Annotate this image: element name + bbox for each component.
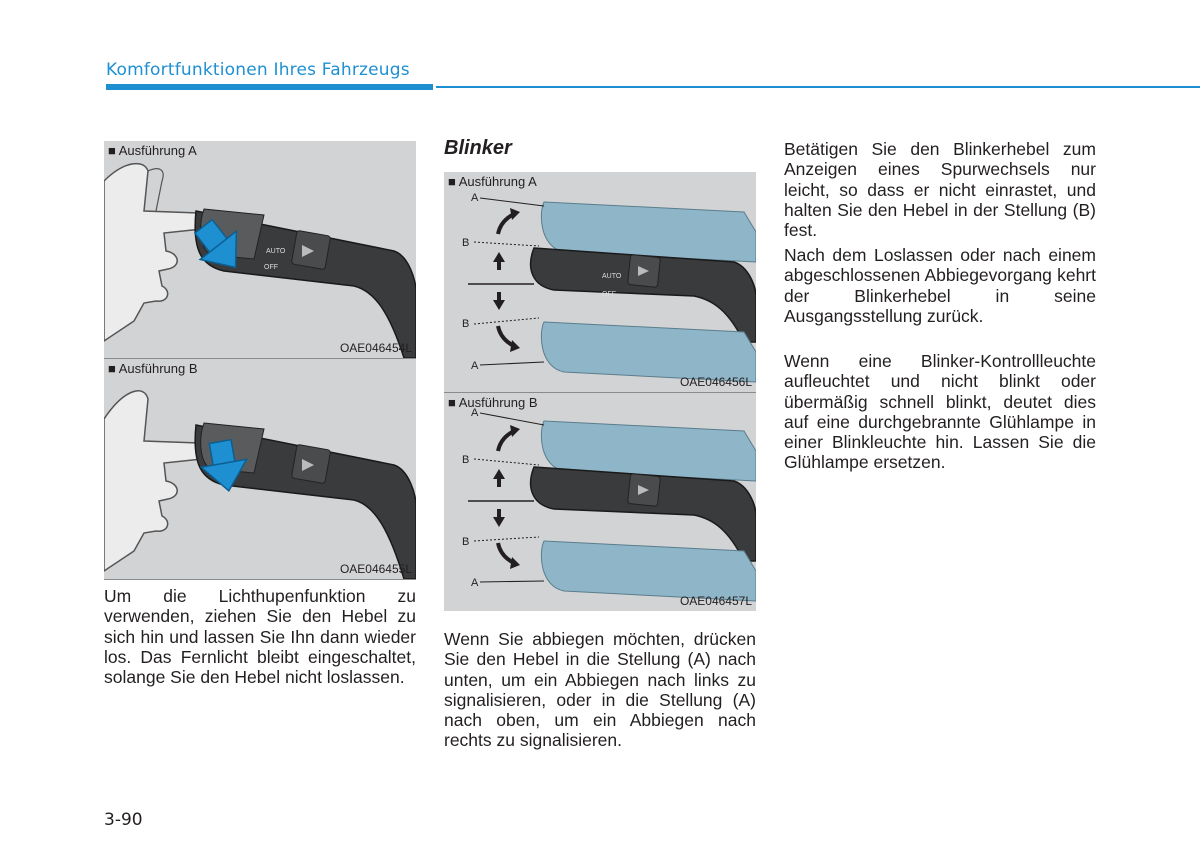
svg-text:AUTO: AUTO xyxy=(266,248,286,255)
figure-label: ■ Ausführung B xyxy=(108,361,198,376)
auto-mark: AUTO xyxy=(602,273,622,280)
figure-label: ■ Ausführung A xyxy=(108,143,197,158)
separator xyxy=(104,579,416,580)
position-label-a: A xyxy=(471,192,479,204)
turn-signal-illustration xyxy=(444,172,756,392)
position-label-b: B xyxy=(462,454,470,466)
off-mark: OFF xyxy=(602,291,616,298)
position-label-b: B xyxy=(462,536,470,548)
turn-paragraph: Wenn Sie abbiegen möchten, drücken Sie den Hebel in die Stellung (A) nach unten, um ein Abbiegen nach links zu signalisieren, oder in die Stellung (A) nach oben, um ein Abbiegen nach rechts zu signalisieren. xyxy=(444,629,756,751)
position-label-a: A xyxy=(471,360,479,372)
figure-code: OAE046455L xyxy=(339,562,412,576)
turn-signal-illustration xyxy=(444,393,756,611)
figure-label: ■ Ausführung B xyxy=(448,395,538,410)
position-label-b: B xyxy=(462,318,470,330)
header-title: Komfortfunktionen Ihres Fahrzeugs xyxy=(106,60,410,80)
figure-code: OAE046454L xyxy=(339,341,412,355)
figure-code: OAE046457L xyxy=(679,594,752,608)
lever-hand-illustration xyxy=(104,359,416,579)
figure-turn-a xyxy=(444,172,756,392)
section-title: Blinker xyxy=(444,137,512,159)
figure-flash-a xyxy=(104,141,416,358)
lever-hand-illustration xyxy=(104,141,416,358)
position-label-a: A xyxy=(471,577,479,589)
position-label-a: A xyxy=(471,407,479,419)
position-label-b: B xyxy=(462,237,470,249)
figure-code: OAE046456L xyxy=(679,375,752,389)
flash-paragraph: Um die Lichthupenfunktion zu verwenden, ziehen Sie den Hebel zu sich hin und lassen Sie Ihn dann wieder los. Das Fernlicht bleibt eingeschaltet, solange Sie den Hebel nicht loslassen. xyxy=(104,586,416,688)
header-bar-thick xyxy=(106,84,433,90)
lane-change-paragraph: Betätigen Sie den Blinkerhebel zum Anzeigen eines Spurwechsels nur leicht, so dass er nicht einrastet, und halten Sie den Hebel in der Stellung (B) fest. xyxy=(784,139,1096,241)
figure-label: ■ Ausführung A xyxy=(448,174,537,189)
header-bar-thin xyxy=(436,86,1200,88)
figure-flash-b xyxy=(104,359,416,579)
figure-turn-b xyxy=(444,393,756,611)
bulb-paragraph: Wenn eine Blinker-Kontrollleuchte aufleuchtet und nicht blinkt oder übermäßig schnell blinkt, deutet dies auf eine durchgebrannte Glühlampe in einer Blinkleuchte hin. Lassen Sie die Glühlampe ersetzen. xyxy=(784,351,1096,473)
return-paragraph: Nach dem Loslassen oder nach einem abgeschlossenen Abbiegevorgang kehrt der Blinkerhebel in seine Ausgangsstellung zurück. xyxy=(784,245,1096,326)
svg-text:OFF: OFF xyxy=(264,264,278,271)
page-number: 3-90 xyxy=(104,810,143,830)
